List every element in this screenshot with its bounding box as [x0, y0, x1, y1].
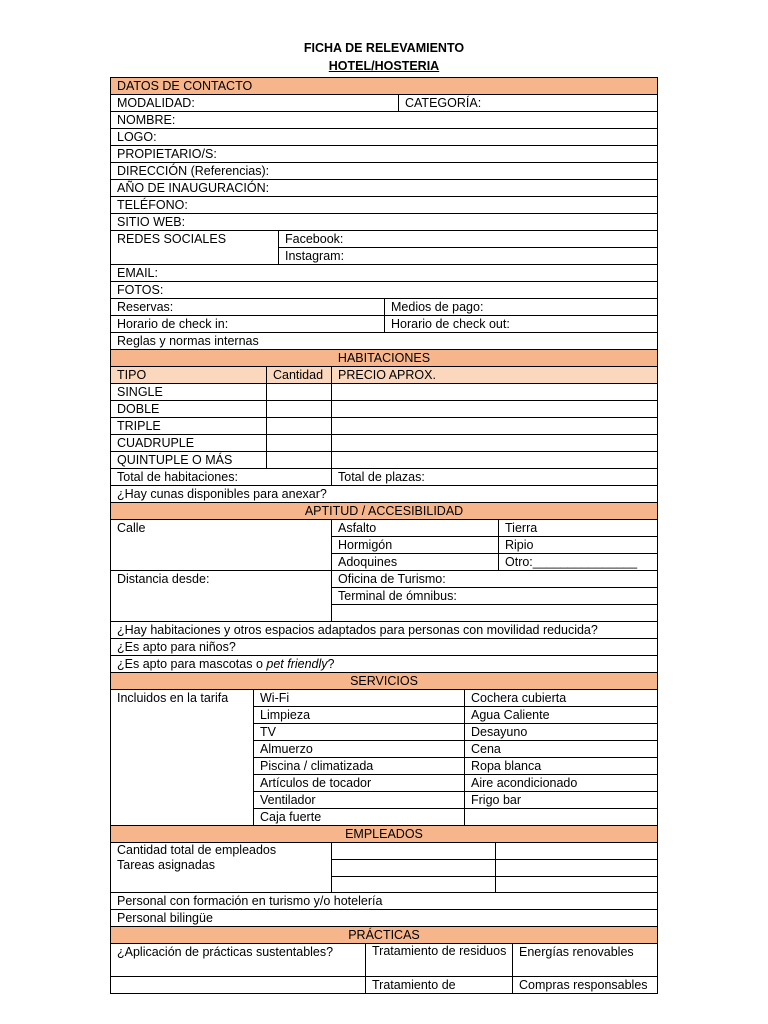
- label-aplicacion-practicas: ¿Aplicación de prácticas sustentables?: [110, 943, 366, 977]
- service-wifi[interactable]: Wi-Fi: [253, 689, 465, 707]
- pet-friendly-text: pet friendly: [266, 657, 328, 671]
- col-header-tipo: TIPO: [110, 366, 267, 384]
- mascotas-question-mark: ?: [327, 657, 335, 671]
- field-nombre[interactable]: NOMBRE:: [110, 111, 658, 129]
- field-total-habitaciones[interactable]: Total de habitaciones:: [110, 468, 332, 486]
- empleados-cell[interactable]: [331, 859, 496, 877]
- field-apto-mascotas[interactable]: [110, 655, 658, 673]
- empleados-cell[interactable]: [495, 859, 658, 877]
- field-categoria[interactable]: CATEGORÍA:: [398, 94, 658, 112]
- service-cochera[interactable]: Cochera cubierta: [464, 689, 658, 707]
- field-direccion[interactable]: DIRECCIÓN (Referencias):: [110, 162, 658, 180]
- option-energias-renovables[interactable]: Energías renovables: [512, 943, 658, 977]
- room-precio-cell[interactable]: [331, 400, 658, 418]
- service-tv[interactable]: TV: [253, 723, 465, 741]
- room-type-triple: TRIPLE: [110, 417, 267, 435]
- label-calle: Calle: [110, 519, 332, 571]
- section-header-aptitud: APTITUD / ACCESIBILIDAD: [110, 502, 658, 520]
- service-empty-cell[interactable]: [464, 808, 658, 826]
- field-medios-pago[interactable]: Medios de pago:: [384, 298, 658, 316]
- field-sitio-web[interactable]: SITIO WEB:: [110, 213, 658, 231]
- service-ropa-blanca[interactable]: Ropa blanca: [464, 757, 658, 775]
- section-header-practicas: PRÁCTICAS: [110, 926, 658, 944]
- service-aire-acondicionado[interactable]: Aire acondicionado: [464, 774, 658, 792]
- room-cantidad-cell[interactable]: [266, 400, 332, 418]
- service-frigo-bar[interactable]: Frigo bar: [464, 791, 658, 809]
- practicas-empty-cell[interactable]: [110, 976, 366, 994]
- section-header-empleados: EMPLEADOS: [110, 825, 658, 843]
- field-terminal-omnibus[interactable]: Terminal de ómnibus:: [331, 587, 658, 605]
- field-personal-bilingue[interactable]: Personal bilingüe: [110, 909, 658, 927]
- room-precio-cell[interactable]: [331, 417, 658, 435]
- field-modalidad[interactable]: MODALIDAD:: [110, 94, 399, 112]
- field-movilidad-reducida[interactable]: ¿Hay habitaciones y otros espacios adaptados para personas con movilidad reducida?: [110, 621, 658, 639]
- option-adoquines[interactable]: Adoquines: [331, 553, 499, 571]
- label-cantidad-empleados: Cantidad total de empleados: [117, 843, 277, 857]
- field-distancia-extra[interactable]: [331, 604, 658, 622]
- room-cantidad-cell[interactable]: [266, 383, 332, 401]
- field-telefono[interactable]: TELÉFONO:: [110, 196, 658, 214]
- field-logo[interactable]: LOGO:: [110, 128, 658, 146]
- field-inauguracion[interactable]: AÑO DE INAUGURACIÓN:: [110, 179, 658, 197]
- option-compras-responsables[interactable]: Compras responsables: [512, 976, 658, 994]
- service-ventilador[interactable]: Ventilador: [253, 791, 465, 809]
- label-empleados: [110, 842, 332, 893]
- field-reservas[interactable]: Reservas:: [110, 298, 385, 316]
- label-tareas-asignadas: Tareas asignadas: [117, 858, 215, 872]
- field-instagram[interactable]: Instagram:: [278, 247, 658, 265]
- field-email[interactable]: EMAIL:: [110, 264, 658, 282]
- room-cantidad-cell[interactable]: [266, 434, 332, 452]
- room-type-quintuple: QUINTUPLE O MÁS: [110, 451, 267, 469]
- option-ripio[interactable]: Ripio: [498, 536, 658, 554]
- service-limpieza[interactable]: Limpieza: [253, 706, 465, 724]
- room-precio-cell[interactable]: [331, 383, 658, 401]
- service-desayuno[interactable]: Desayuno: [464, 723, 658, 741]
- form-subtitle: HOTEL/HOSTERIA: [328, 59, 440, 73]
- room-cantidad-cell[interactable]: [266, 417, 332, 435]
- option-tratamiento[interactable]: Tratamiento de: [365, 976, 513, 994]
- section-header-contacto: DATOS DE CONTACTO: [110, 77, 658, 95]
- field-propietario[interactable]: PROPIETARIO/S:: [110, 145, 658, 163]
- field-cunas[interactable]: ¿Hay cunas disponibles para anexar?: [110, 485, 658, 503]
- empleados-cell[interactable]: [331, 842, 496, 860]
- room-type-doble: DOBLE: [110, 400, 267, 418]
- field-facebook[interactable]: Facebook:: [278, 230, 658, 248]
- service-caja-fuerte[interactable]: Caja fuerte: [253, 808, 465, 826]
- form-title: FICHA DE RELEVAMIENTO: [303, 41, 465, 55]
- room-cantidad-cell[interactable]: [266, 451, 332, 469]
- field-apto-ninos[interactable]: ¿Es apto para niños?: [110, 638, 658, 656]
- col-header-precio: PRECIO APROX.: [331, 366, 658, 384]
- room-precio-cell[interactable]: [331, 451, 658, 469]
- room-precio-cell[interactable]: [331, 434, 658, 452]
- service-almuerzo[interactable]: Almuerzo: [253, 740, 465, 758]
- label-redes-sociales: REDES SOCIALES: [110, 230, 279, 265]
- empleados-cell[interactable]: [495, 876, 658, 893]
- room-type-single: SINGLE: [110, 383, 267, 401]
- field-formacion-turismo[interactable]: Personal con formación en turismo y/o hotelería: [110, 892, 658, 910]
- label-incluidos-tarifa: Incluidos en la tarifa: [110, 689, 254, 826]
- option-tratamiento-residuos[interactable]: Tratamiento de residuos: [365, 943, 513, 977]
- service-agua-caliente[interactable]: Agua Caliente: [464, 706, 658, 724]
- service-cena[interactable]: Cena: [464, 740, 658, 758]
- field-oficina-turismo[interactable]: Oficina de Turismo:: [331, 570, 658, 588]
- section-header-servicios: SERVICIOS: [110, 672, 658, 690]
- option-tierra[interactable]: Tierra: [498, 519, 658, 537]
- field-check-out[interactable]: Horario de check out:: [384, 315, 658, 333]
- label-distancia: Distancia desde:: [110, 570, 332, 622]
- option-otro[interactable]: Otro:_______________: [498, 553, 658, 571]
- field-check-in[interactable]: Horario de check in:: [110, 315, 385, 333]
- service-articulos-tocador[interactable]: Artículos de tocador: [253, 774, 465, 792]
- room-type-cuadruple: CUADRUPLE: [110, 434, 267, 452]
- field-reglas[interactable]: Reglas y normas internas: [110, 332, 658, 350]
- col-header-cantidad: Cantidad: [266, 366, 332, 384]
- mascotas-text: ¿Es apto para mascotas o: [117, 657, 267, 671]
- field-fotos[interactable]: FOTOS:: [110, 281, 658, 299]
- empleados-cell[interactable]: [495, 842, 658, 860]
- empleados-cell[interactable]: [331, 876, 496, 893]
- service-piscina[interactable]: Piscina / climatizada: [253, 757, 465, 775]
- field-total-plazas[interactable]: Total de plazas:: [331, 468, 658, 486]
- option-hormigon[interactable]: Hormigón: [331, 536, 499, 554]
- option-asfalto[interactable]: Asfalto: [331, 519, 499, 537]
- section-header-habitaciones: HABITACIONES: [110, 349, 658, 367]
